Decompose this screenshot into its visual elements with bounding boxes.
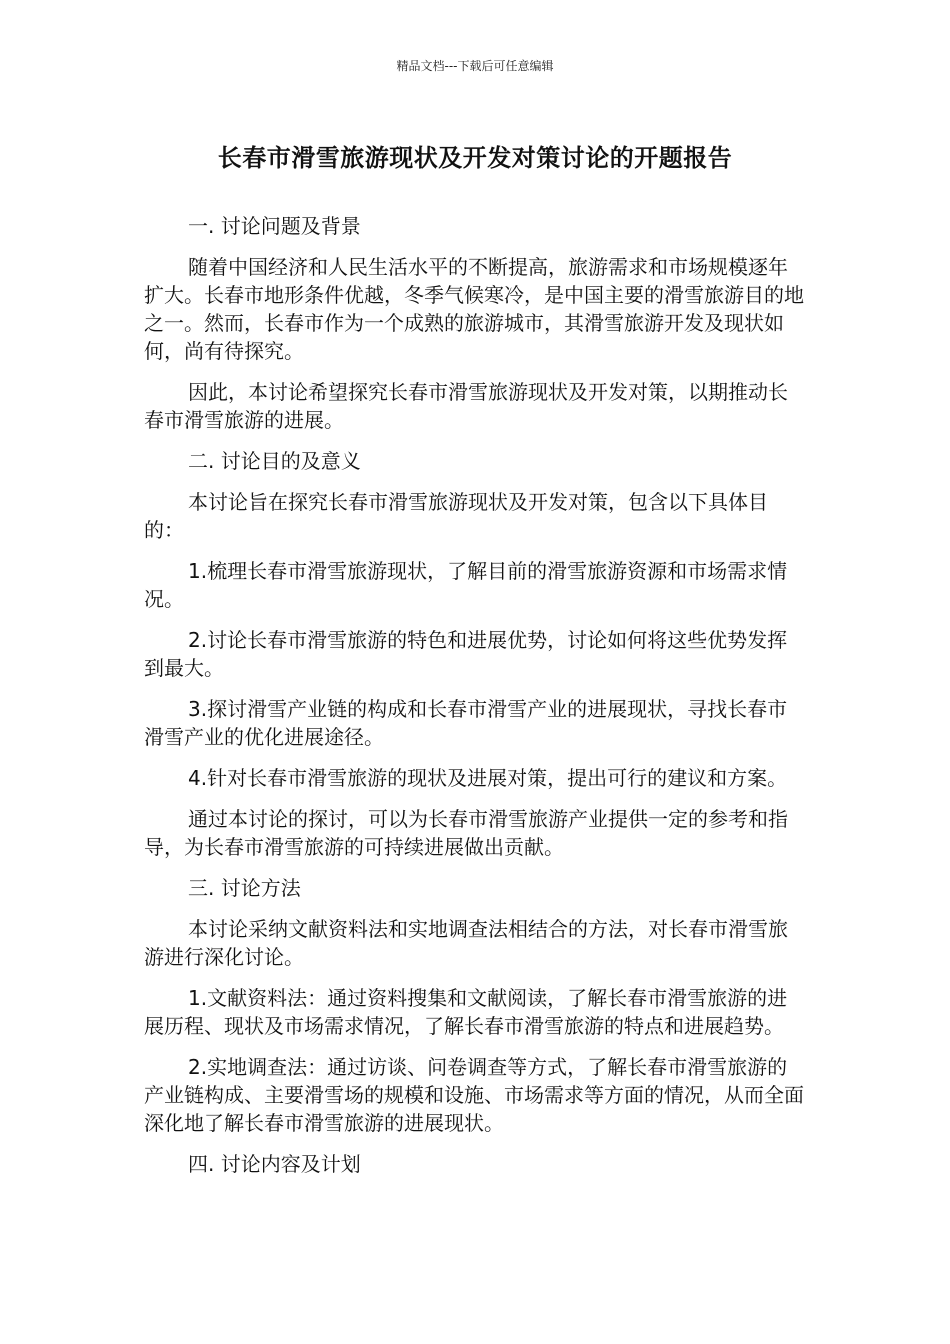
section-heading-content-plan: 四. 讨论内容及计划: [188, 1152, 361, 1176]
page-header: 精品文档---下载后可任意编辑: [396, 59, 554, 73]
section-heading-objectives: 二. 讨论目的及意义: [188, 449, 361, 473]
list-item-method-1: 1.文献资料法：通过资料搜集和文献阅读，了解长春市滑雪旅游的进展历程、现状及市场需求情况，了解长春市滑雪旅游的特点和进展趋势。: [144, 986, 788, 1038]
paragraph-objectives-intro: 本讨论旨在探究长春市滑雪旅游现状及开发对策，包含以下具体目的：: [144, 490, 768, 542]
list-item-objective-1: 1.梳理长春市滑雪旅游现状，了解目前的滑雪旅游资源和市场需求情况。: [144, 559, 788, 611]
paragraph-purpose-intro: 因此，本讨论希望探究长春市滑雪旅游现状及开发对策，以期推动长春市滑雪旅游的进展。: [144, 380, 788, 432]
paragraph-background: 随着中国经济和人民生活水平的不断提高，旅游需求和市场规模逐年扩大。长春市地形条件优越，冬季气候寒冷，是中国主要的滑雪旅游目的地之一。然而，长春市作为一个成熟的旅游城市，其滑雪旅游开发及现状如何，尚有待探究。: [144, 255, 804, 363]
list-item-objective-4: 4.针对长春市滑雪旅游的现状及进展对策，提出可行的建议和方案。: [188, 766, 788, 790]
section-heading-methods: 三. 讨论方法: [188, 876, 301, 900]
paragraph-methods-intro: 本讨论采纳文献资料法和实地调查法相结合的方法，对长春市滑雪旅游进行深化讨论。: [144, 917, 788, 969]
paragraph-significance: 通过本讨论的探讨，可以为长春市滑雪旅游产业提供一定的参考和指导，为长春市滑雪旅游的可持续进展做出贡献。: [144, 807, 788, 859]
document-body: [144, 212, 804, 1191]
list-item-method-2: 2.实地调查法：通过访谈、问卷调查等方式，了解长春市滑雪旅游的产业链构成、主要滑雪场的规模和设施、市场需求等方面的情况，从而全面深化地了解长春市滑雪旅游的进展现状。: [144, 1055, 804, 1135]
list-item-objective-2: 2.讨论长春市滑雪旅游的特色和进展优势，讨论如何将这些优势发挥到最大。: [144, 628, 788, 680]
document-title: 长春市滑雪旅游现状及开发对策讨论的开题报告: [217, 144, 733, 172]
list-item-objective-3: 3.探讨滑雪产业链的构成和长春市滑雪产业的进展现状，寻找长春市滑雪产业的优化进展途径。: [144, 697, 788, 749]
section-heading-background: 一. 讨论问题及背景: [188, 214, 361, 238]
